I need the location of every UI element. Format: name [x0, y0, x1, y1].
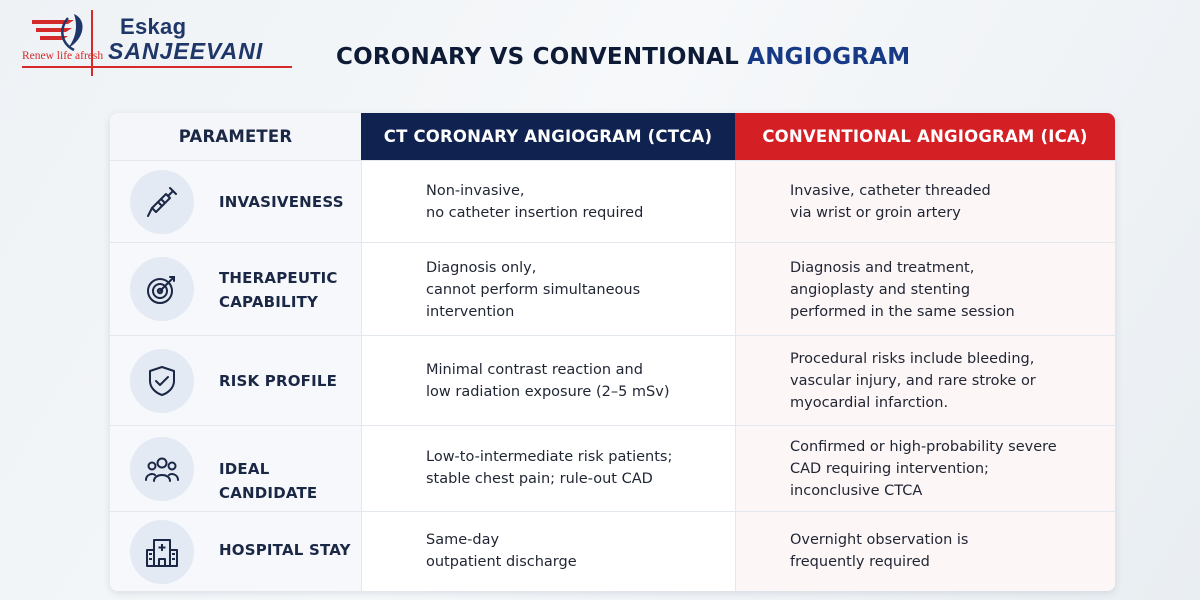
text-line: stable chest pain; rule-out CAD	[426, 471, 653, 487]
text-line: Same-day	[426, 532, 500, 548]
text-line: low radiation exposure (2–5 mSv)	[426, 384, 670, 400]
text-line: Non-invasive,	[426, 183, 525, 199]
param-label	[219, 369, 337, 393]
param-cell	[110, 336, 361, 425]
text-line: CAD requiring intervention;	[790, 461, 989, 477]
ctca-text	[426, 180, 726, 224]
text-line: via wrist or groin artery	[790, 205, 961, 221]
param-label	[219, 538, 351, 562]
text-line: Low-to-intermediate risk patients;	[426, 449, 673, 465]
logo-brand-main: SANJEEVANI	[108, 38, 264, 64]
text-line: Minimal contrast reaction and	[426, 362, 643, 378]
text-line: Procedural risks include bleeding,	[790, 351, 1035, 367]
ctca-text	[426, 529, 726, 573]
text-line: outpatient discharge	[426, 554, 577, 570]
param-label-line: THERAPEUTIC	[219, 269, 338, 287]
table-row-therapeutic-capability	[110, 242, 1115, 335]
logo-brand-top: Eskag	[120, 14, 187, 39]
shield-check-icon	[130, 349, 194, 413]
ctca-cell	[361, 161, 735, 242]
text-line: vascular injury, and rare stroke or	[790, 373, 1036, 389]
text-line: frequently required	[790, 554, 930, 570]
param-label-line: RISK PROFILE	[219, 372, 338, 390]
ctca-text	[426, 359, 726, 403]
logo-tagline: Renew life afresh	[22, 50, 104, 62]
table-row-ideal-candidate	[110, 425, 1115, 511]
text-line: intervention	[426, 304, 515, 320]
page-title-part2: ANGIOGRAM	[747, 44, 911, 70]
ctca-cell	[361, 336, 735, 425]
page-title-part1: CORONARY VS CONVENTIONAL	[336, 44, 739, 70]
text-line: performed in the same session	[790, 304, 1015, 320]
brand-logo	[22, 8, 297, 80]
param-cell	[110, 243, 361, 335]
ctca-cell	[361, 243, 735, 335]
text-line: Diagnosis only,	[426, 260, 537, 276]
param-label-line: INVASIVENESS	[219, 193, 344, 211]
ica-cell	[735, 243, 1115, 335]
ica-cell	[735, 336, 1115, 425]
param-label-line: CAPABILITY	[219, 293, 319, 311]
text-line: inconclusive CTCA	[790, 483, 923, 499]
text-line: no catheter insertion required	[426, 205, 644, 221]
table-header-row	[110, 113, 1115, 160]
table-row-risk-profile	[110, 335, 1115, 425]
ica-cell	[735, 161, 1115, 242]
header-parameter: PARAMETER	[110, 113, 361, 160]
param-label	[219, 190, 344, 214]
table-row-invasiveness	[110, 160, 1115, 242]
ica-text	[790, 348, 1108, 414]
text-line: Confirmed or high-probability severe	[790, 439, 1057, 455]
ctca-cell	[361, 426, 735, 511]
param-label	[219, 457, 361, 505]
table-row-hospital-stay	[110, 511, 1115, 591]
param-label	[219, 266, 338, 314]
ica-text	[790, 257, 1108, 323]
target-icon	[130, 257, 194, 321]
ctca-cell	[361, 512, 735, 591]
header-ica: CONVENTIONAL ANGIOGRAM (ICA)	[735, 113, 1115, 160]
text-line: Overnight observation is	[790, 532, 969, 548]
param-label-line: HOSPITAL STAY	[219, 541, 351, 559]
page-title	[336, 44, 910, 70]
text-line: myocardial infarction.	[790, 395, 949, 411]
hospital-icon	[130, 520, 194, 584]
param-cell	[110, 512, 361, 591]
ica-text	[790, 529, 1108, 573]
text-line: Invasive, catheter threaded	[790, 183, 991, 199]
param-cell	[110, 161, 361, 242]
syringe-icon	[130, 170, 194, 234]
param-label-line: IDEAL CANDIDATE	[219, 460, 318, 502]
header-ctca: CT CORONARY ANGIOGRAM (CTCA)	[361, 113, 735, 160]
ctca-text	[426, 257, 726, 323]
ica-cell	[735, 512, 1115, 591]
text-line: cannot perform simultaneous	[426, 282, 641, 298]
ica-text	[790, 436, 1108, 502]
logo-divider-horizontal	[22, 66, 292, 68]
text-line: Diagnosis and treatment,	[790, 260, 975, 276]
ica-cell	[735, 426, 1115, 511]
ica-text	[790, 180, 1108, 224]
comparison-table	[110, 113, 1115, 591]
ctca-text	[426, 446, 726, 490]
param-cell	[110, 426, 361, 511]
text-line: angioplasty and stenting	[790, 282, 971, 298]
people-icon	[130, 437, 194, 501]
